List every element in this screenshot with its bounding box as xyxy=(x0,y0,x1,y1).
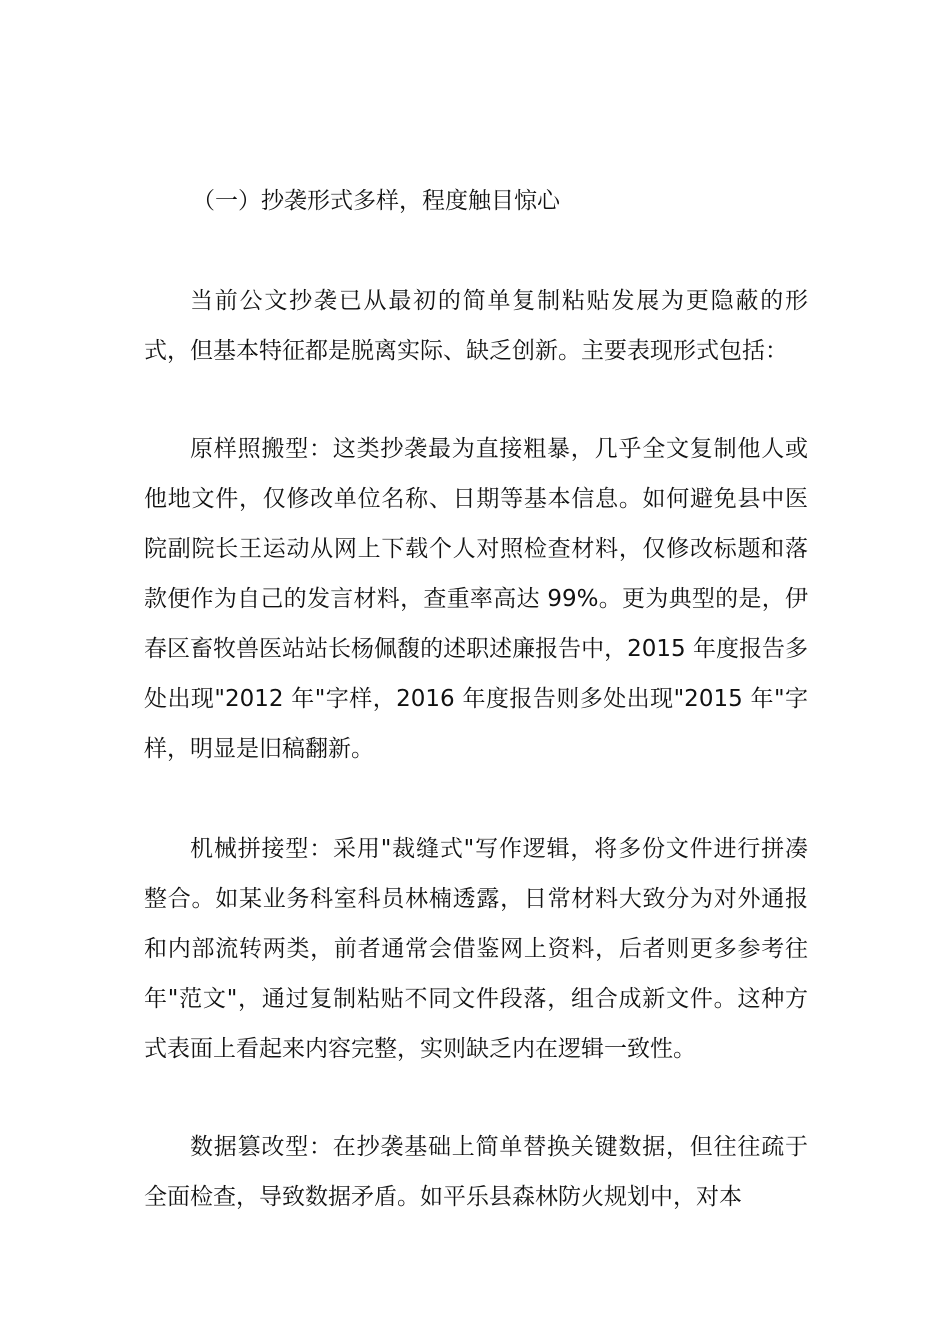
paragraph-data-tampering: 数据篡改型：在抄袭基础上简单替换关键数据，但往往疏于全面检查，导致数据矛盾。如平乐县森林防火规划中，对本 xyxy=(144,1134,808,1210)
paragraph-intro: 当前公文抄袭已从最初的简单复制粘贴发展为更隐蔽的形式，但基本特征都是脱离实际、缺乏创新。主要表现形式包括： xyxy=(144,288,808,364)
paragraph-verbatim-copy: 原样照搬型：这类抄袭最为直接粗暴，几乎全文复制他人或他地文件，仅修改单位名称、日期等基本信息。如何避免县中医院副院长王运动从网上下载个人对照检查材料，仅修改标题和落款便作为自己的发言材料，查重率高达 99%。更为典型的是，伊春区畜牧兽医站站长杨佩馥的述职述廉报告中，2015 年度报告多处出现"2012 年"字样，2016 年度报告则多处出现"2015 年"字样，明显是旧稿翻新。 xyxy=(144,436,808,762)
paragraph-mechanical-splicing: 机械拼接型：采用"裁缝式"写作逻辑，将多份文件进行拼凑整合。如某业务科室科员林楠透露，日常材料大致分为对外通报和内部流转两类，前者通常会借鉴网上资料，后者则更多参考往年"范文"，通过复制粘贴不同文件段落，组合成新文件。这种方式表面上看起来内容完整，实则缺乏内在逻辑一致性。 xyxy=(144,836,808,1062)
section-heading: （一）抄袭形式多样，程度触目惊心 xyxy=(192,188,560,214)
